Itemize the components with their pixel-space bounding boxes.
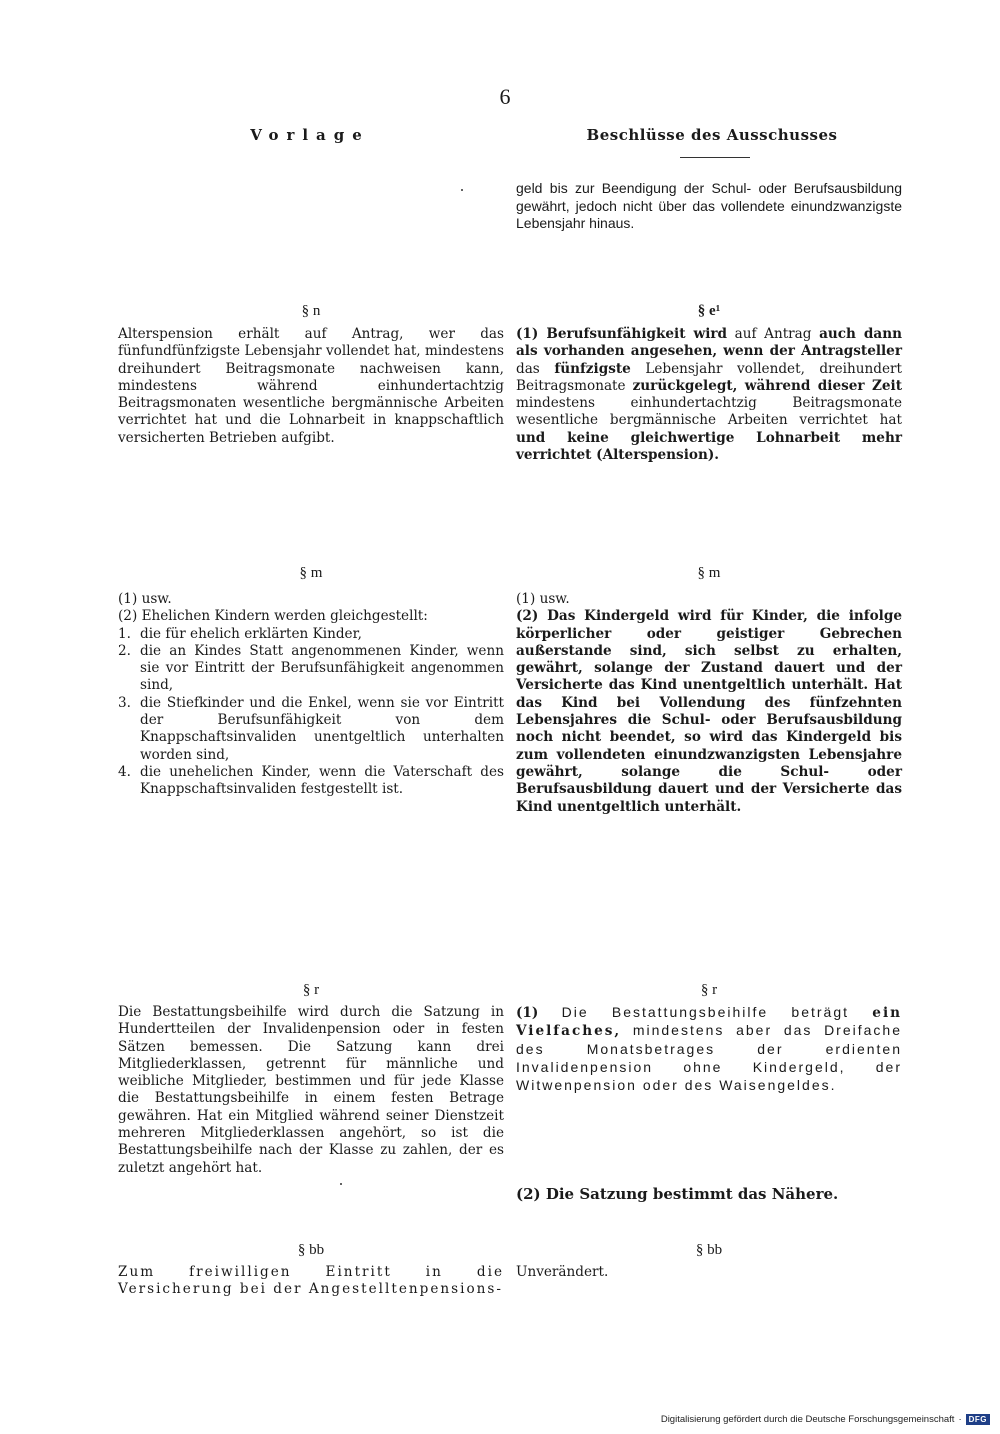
list-item bbox=[118, 695, 504, 764]
text-bold: fünfzigste bbox=[554, 360, 631, 377]
section-heading-r-right: § r bbox=[700, 982, 718, 998]
text-bold: (1) Berufsunfähigkeit wird bbox=[516, 326, 728, 342]
footer bbox=[661, 1414, 990, 1425]
footer-separator: · bbox=[958, 1414, 962, 1425]
section-m-right-paragraph-2: (2) Das Kindergeld wird für Kinder, die infolge körperlicher oder geistiger Gebrechen außerstande sind, sich selbst zu erhalten, gewährt, solange der Zustand dauert und der Versicherte das Kind unentgeltlich unterhält. Hat das Kind bei Vollendung des fünfzehnten Lebensjahres die Schul- oder Berufsausbildung noch nicht beendet, so wird das Kindergeld bis zum vollendeten einundzwanzigsten Lebensjahre gewährt, solange die Schul- oder Berufsausbildung dauert und der Versicherte das Kind unentgeltlich unterhält. bbox=[516, 608, 902, 815]
section-m-paragraph-2: (2) Ehelichen Kindern werden gleichgestellt: bbox=[118, 608, 428, 625]
header-rule-right bbox=[680, 157, 750, 158]
section-bb-text-right bbox=[516, 1264, 902, 1281]
section-bb-right-paragraph: Unverändert. bbox=[516, 1264, 609, 1280]
section-m-right-paragraph-1: (1) usw. bbox=[516, 591, 570, 607]
text-normal: mindestens einhundertachtzig Beitragsmonate wesentliche bergmännische Arbeiten verrichtet hat bbox=[516, 395, 902, 429]
section-n-text-left bbox=[118, 326, 504, 447]
section-r-text-right bbox=[516, 1004, 902, 1095]
footer-text: Digitalisierung gefördert durch die Deutsche Forschungsgemeinschaft bbox=[660, 1414, 955, 1425]
section-r-right-paragraph-2: (2) Die Satzung bestimmt das Nähere. bbox=[516, 1185, 839, 1203]
page-number: 6 bbox=[499, 84, 511, 109]
section-m-list bbox=[118, 626, 504, 799]
section-heading-n-left: § n bbox=[301, 303, 321, 319]
section-e1-paragraph bbox=[516, 326, 902, 464]
section-heading-bb-right: § bb bbox=[695, 1242, 723, 1258]
section-n-paragraph: Alterspension erhält auf Antrag, wer das fünfundfünfzigste Lebensjahr vollendet hat, mindestens dreihundert Beitragsmonate nachweisen kann, mindestens während einhundertachtzig Beitragsmonaten wesentliche bergmännische Arbeiten verrichtet hat und die Lohnarbeit in knappschaftlich versicherten Betrieben aufgibt. bbox=[118, 326, 504, 446]
section-heading-e1-right: § e¹ bbox=[697, 303, 721, 319]
text-spaced: Die Bestattungsbeihilfe beträgt bbox=[538, 1004, 873, 1020]
dot-mark bbox=[461, 189, 463, 191]
section-bb-paragraph: Zum freiwilligen Eintritt in die Versicherung bei der Angestelltenpensions- bbox=[118, 1264, 504, 1298]
text-normal: das bbox=[516, 360, 555, 377]
section-m-text-right bbox=[516, 591, 902, 816]
list-text: die unehelichen Kinder, wenn die Vaterschaft des Knappschaftsinvaliden festgestellt ist. bbox=[140, 763, 504, 798]
section-bb-text-left bbox=[118, 1264, 504, 1299]
column-header-left: Vorlage bbox=[250, 126, 370, 144]
text-normal: auf Antrag bbox=[727, 326, 820, 342]
list-text: die an Kindes Statt angenommenen Kinder, wenn sie vor Eintritt der Berufsunfähigkeit angenommen sind, bbox=[140, 642, 504, 694]
section-heading-r-left: § r bbox=[302, 982, 320, 998]
text-bold: (1) bbox=[516, 1005, 539, 1021]
section-r-text-left bbox=[118, 1004, 504, 1177]
section-heading-bb-left: § bb bbox=[297, 1242, 325, 1258]
section-heading-m-right: § m bbox=[697, 565, 721, 581]
dot-mark bbox=[340, 1183, 342, 1185]
list-text: die für ehelich erklärten Kinder, bbox=[140, 625, 362, 642]
list-item bbox=[118, 643, 504, 695]
text-bold: auch dann als vorhanden angesehen, wenn der Antragsteller bbox=[516, 326, 902, 360]
section-e1-text-right bbox=[516, 326, 902, 464]
section-r-paragraph: Die Bestattungsbeihilfe wird durch die Satzung in Hundertteilen der Invalidenpension oder in festen Sätzen bemessen. Die Satzung kann drei Mitgliederklassen, getrennt für männliche und weibliche Mitglieder, bestimmen und für jede Klasse die Bestattungsbeihilfe in einem festen Betrage gewähren. Hat ein Mitglied während seiner Dienstzeit mehreren Mitgliederklassen angehört, so ist die Bestattungsbeihilfe nach der Klasse zu zahlen, der es zuletzt angehört hat. bbox=[118, 1004, 504, 1176]
list-number: 3. bbox=[118, 694, 131, 711]
list-item bbox=[118, 764, 504, 799]
list-item bbox=[118, 626, 504, 643]
dfg-logo: DFG bbox=[966, 1414, 990, 1425]
text-normal: Lebensjahr vollendet, dreihundert Beitragsmonate bbox=[516, 360, 902, 394]
text-bold: zurückgelegt, während dieser Zeit bbox=[632, 377, 902, 394]
column-header-right: Beschlüsse des Ausschusses bbox=[586, 126, 838, 144]
text-bold-spaced: ein Vielfaches, bbox=[516, 1005, 902, 1040]
text-bold: und keine gleichwertige Lohnarbeit mehr verrichtet (Alterspension). bbox=[516, 429, 902, 464]
continuation-paragraph: geld bis zur Beendigung der Schul- oder Berufsausbildung gewährt, jedoch nicht über das vollendete einundzwanzigste Lebensjahr hinaus. bbox=[516, 180, 902, 231]
section-r-text-right-2 bbox=[516, 1186, 902, 1203]
continuation-text-right bbox=[516, 180, 902, 233]
list-number: 1. bbox=[118, 625, 131, 642]
list-number: 4. bbox=[118, 763, 131, 780]
section-r-right-paragraph-1 bbox=[516, 1004, 902, 1095]
section-heading-m-left: § m bbox=[299, 565, 323, 581]
list-number: 2. bbox=[118, 642, 131, 659]
list-text: die Stiefkinder und die Enkel, wenn sie vor Eintritt der Berufsunfähigkeit von dem Knappschaftsinvaliden unentgeltlich unterhalten worden sind, bbox=[140, 694, 504, 763]
section-m-paragraph-1: (1) usw. bbox=[118, 591, 172, 607]
text-spaced: mindestens aber das Dreifache des Monatsbetrages der erdienten Invalidenpension ohne Kindergeld, der Witwenpension oder des Waisengeldes. bbox=[516, 1022, 902, 1094]
section-m-text-left bbox=[118, 591, 504, 799]
